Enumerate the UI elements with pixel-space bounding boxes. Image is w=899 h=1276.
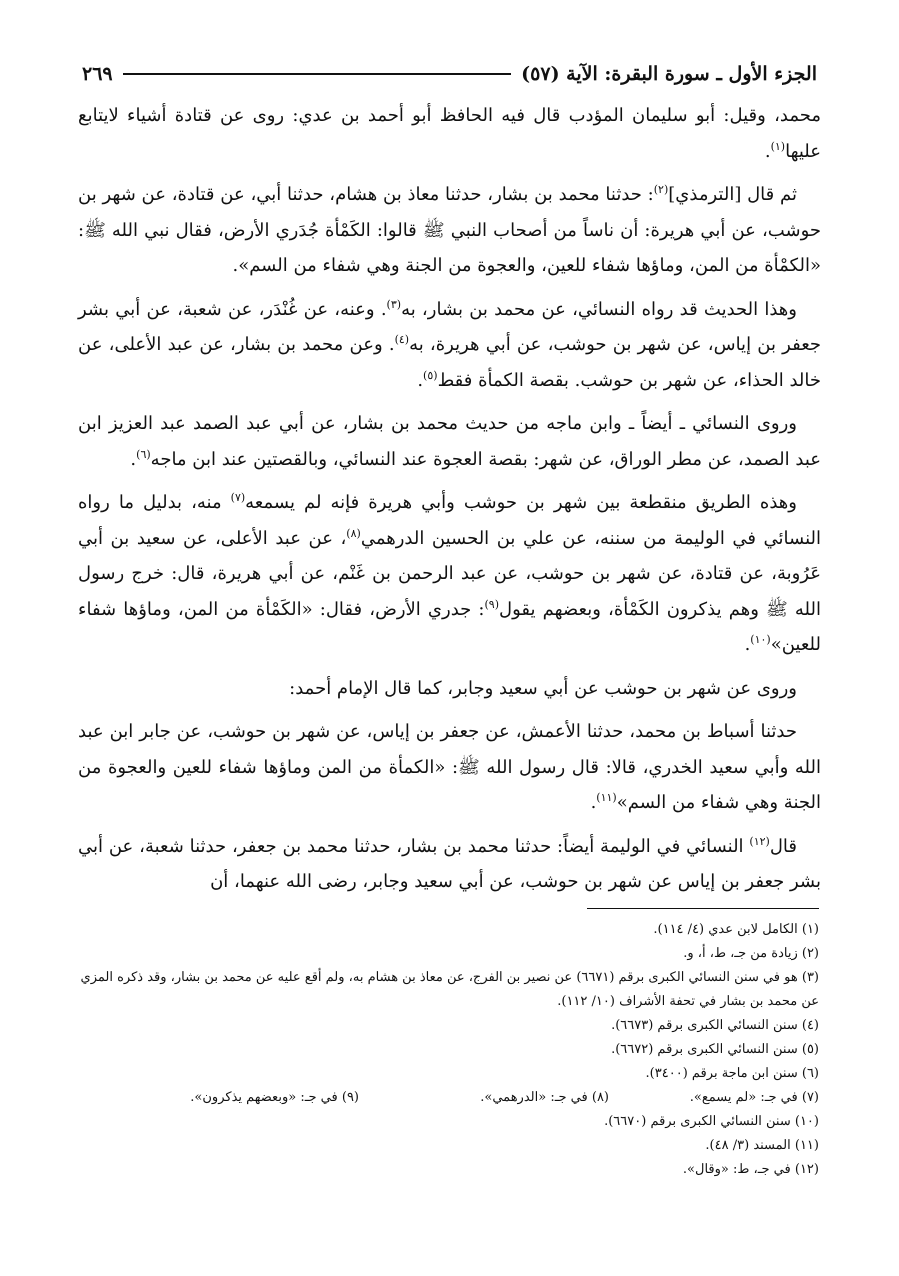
text-run: وروى عن شهر بن حوشب عن أبي سعيد وجابر، كما قال الإمام أحمد: <box>289 677 797 699</box>
footnote-4: (٤) سنن النسائي الكبرى برقم (٦٦٧٣). <box>611 1018 819 1033</box>
footnote-marker: (٧) <box>230 491 246 504</box>
paragraph <box>78 714 821 821</box>
paragraph <box>78 485 821 663</box>
footnote-10: (١٠) سنن النسائي الكبرى برقم (٦٦٧٠). <box>604 1114 819 1129</box>
footnote-marker: (٦) <box>136 447 151 461</box>
footnote-9: (٩) في جـ: «وبعضهم يذكرون». <box>190 1090 359 1105</box>
footnote-marker: (٩) <box>484 597 499 611</box>
footnote-marker: (١٠) <box>750 633 771 646</box>
text-run: حدثنا أسباط بن محمد، حدثنا الأعمش، عن جعفر بن إياس، عن شهر بن حوشب، عن جابر ابن عبد الله وأبي سعيد الخدري، قالا: قال رسول الله ﷺ: «الكمأة من المن وماؤها شفاء للعين والعجوة من الجنة وهي شفاء من السم» <box>78 721 821 813</box>
header-rule <box>123 73 512 75</box>
footnote-separator <box>587 908 819 909</box>
paragraph <box>78 829 821 900</box>
text-run: محمد، وقيل: أبو سليمان المؤدب قال فيه الحافظ أبو أحمد بن عدي: روى عن قتادة أشياء لايتابع عليها <box>78 105 821 162</box>
footnote-11: (١١) المسند (٣/ ٤٨). <box>705 1138 819 1153</box>
footnote-marker: (٨) <box>346 526 361 540</box>
footnote-3: (٣) هو في سنن النسائي الكبرى برقم (٦٦٧١) عن نصير بن الفرج، عن معاذ بن هشام به، ولم أقع عليه عن محمد بن بشار، وقد ذكره المزي عن محمد بن بشار في تحفة الأشراف (١٠/ ١١٢). <box>80 970 819 1009</box>
footnote-marker: (١١) <box>596 791 617 804</box>
text-run: : حدثنا محمد بن بشار، حدثنا معاذ بن هشام، حدثنا أبي، عن قتادة، عن شهر بن حوشب، عن أبي هريرة: أن ناساً من أصحاب النبي ﷺ قالوا: الكَمْأة جُدَري الأرض، فقال نبي الله ﷺ: «الكمْأة من المن، وماؤها شفاء للعين، والعجوة من الجنة وهي شفاء من السم». <box>78 184 821 276</box>
text-run: . <box>764 140 771 162</box>
footnote-8: (٨) في جـ: «الدرهمي». <box>480 1090 609 1105</box>
paragraph <box>78 671 821 707</box>
footnote-5: (٥) سنن النسائي الكبرى برقم (٦٦٧٢). <box>611 1042 819 1057</box>
paragraph <box>78 406 821 477</box>
text-run: . <box>744 634 751 655</box>
footnote-marker: (١) <box>770 139 786 153</box>
text-run: . وعن محمد بن بشار، عن عبد الأعلى، عن خالد الحذاء، عن شهر بن حوشب. بقصة الكمأة فقط <box>78 334 821 391</box>
text-run: . <box>417 369 424 391</box>
text-run: وروى النسائي ـ أيضاً ـ وابن ماجه من حديث محمد بن بشار، عن أبي عبد الصمد عبد العزيز ابن عبد الصمد، عن مطر الوراق، عن شهر: بقصة العجوة عند النسائي، وبالقصتين عند ابن ماجه <box>78 413 821 470</box>
running-header <box>82 58 817 90</box>
text-run: منه، بدليل ما رواه النسائي في الوليمة من سننه، عن علي بن الحسين الدرهمي <box>78 492 821 549</box>
text-run: . <box>130 448 137 470</box>
footnote-row <box>80 1086 819 1110</box>
footnote-6: (٦) سنن ابن ماجة برقم (٣٤٠٠). <box>645 1066 819 1081</box>
paragraph <box>78 292 821 399</box>
text-run: النسائي في الوليمة أيضاً: حدثنا محمد بن بشار، حدثنا محمد بن جعفر، حدثنا شعبة، عن أبي بشر جعفر بن إياس عن شهر بن حوشب، عن أبي سعيد وجابر، رضى الله عنهما، أن <box>78 835 821 892</box>
text-run: ، عن عبد الأعلى، عن سعيد بن أبي عَرُوبة، عن قتادة، عن شهر بن حوشب، عن عبد الرحمن بن غَنْم، عن أبي هريرة، قال: خرج رسول الله ﷺ وهم يذكرون الكَمْأة، وبعضهم يقول <box>78 527 821 620</box>
footnotes <box>80 918 819 1182</box>
body-text <box>78 98 821 908</box>
text-run: قال <box>769 835 797 857</box>
text-run: . وعنه، عن غُنْدَر، عن شعبة، عن أبي بشر جعفر بن إياس، عن شهر بن حوشب، عن أبي هريرة، به <box>78 298 822 355</box>
footnote-marker: (٥) <box>423 368 438 382</box>
footnote-7: (٧) في جـ: «لم يسمع». <box>689 1090 819 1105</box>
footnote-marker: (١٢) <box>749 834 770 848</box>
footnote-marker: (٤) <box>394 333 410 346</box>
text-run: ثم قال [الترمذي] <box>668 184 797 205</box>
footnote-12: (١٢) في جـ، ط: «وقال». <box>682 1162 819 1177</box>
paragraph <box>78 177 821 284</box>
paragraph <box>78 98 821 169</box>
footnote-marker: (٣) <box>386 297 402 311</box>
footnote-1: (١) الكامل لابن عدي (٤/ ١١٤). <box>653 922 819 937</box>
text-run: وهذا الحديث قد رواه النسائي، عن محمد بن بشار، به <box>401 298 797 320</box>
footnote-marker: (٢) <box>653 183 669 196</box>
text-run: وهذه الطريق منقطعة بين شهر بن حوشب وأبي هريرة فإنه لم يسمعه <box>245 492 797 513</box>
footnote-2: (٢) زيادة من جـ، ط، أ، و. <box>683 946 819 961</box>
page-number: ٢٦٩ <box>82 63 113 85</box>
text-run: : جدري الأرض، فقال: «الكَمْأة من المن، وماؤها شفاء للعين» <box>78 598 821 655</box>
header-title: الجزء الأول ـ سورة البقرة: الآية (٥٧) <box>521 63 817 85</box>
text-run: . <box>590 792 597 813</box>
